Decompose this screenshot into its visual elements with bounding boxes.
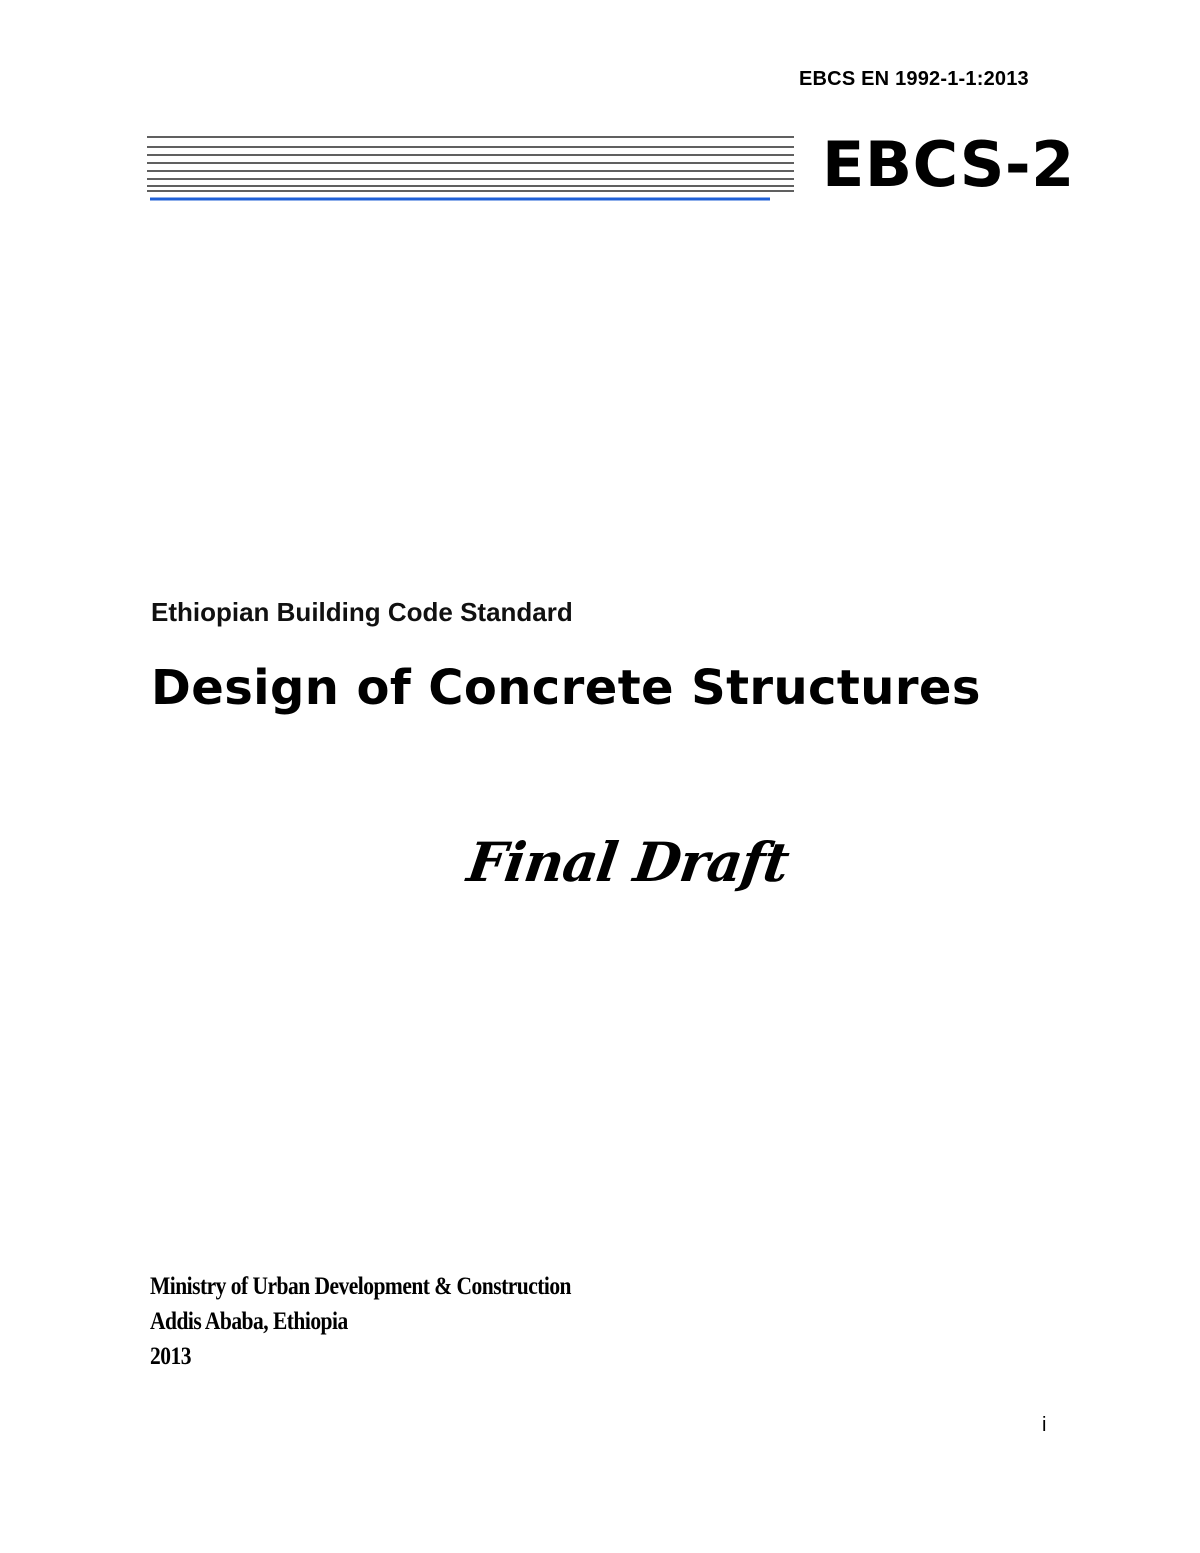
- document-title: Design of Concrete Structures: [151, 660, 981, 716]
- publisher-block: [150, 1269, 571, 1374]
- page-number: i: [1042, 1414, 1047, 1436]
- header-banner-lines: [146, 133, 796, 205]
- document-code: EBCS EN 1992-1-1:2013: [799, 68, 1029, 90]
- document-subtitle: Ethiopian Building Code Standard: [151, 597, 573, 627]
- standard-logo-title: EBCS-2: [822, 128, 1075, 201]
- publisher-city: Addis Ababa, Ethiopia: [150, 1308, 348, 1335]
- draft-stamp: Final Draft: [463, 830, 793, 894]
- publisher-year: 2013: [150, 1343, 191, 1370]
- publisher-ministry: Ministry of Urban Development & Construction: [150, 1273, 571, 1300]
